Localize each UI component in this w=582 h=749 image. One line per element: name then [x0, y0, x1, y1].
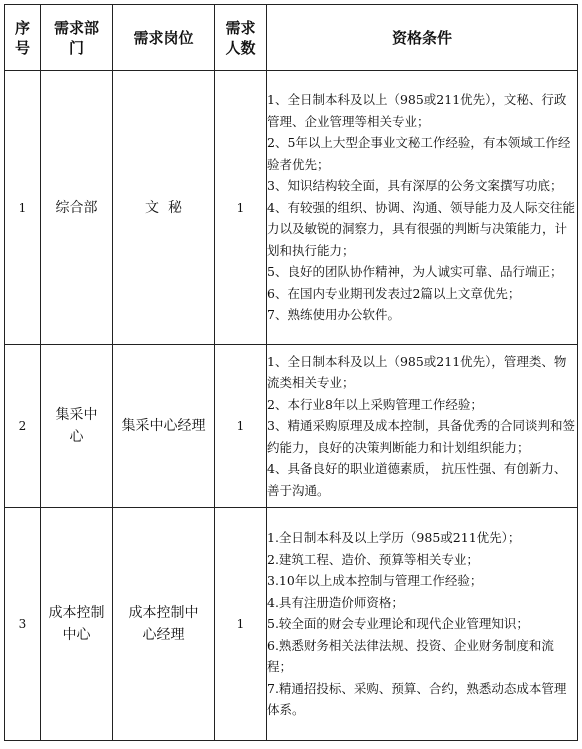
table-row: [5, 71, 578, 345]
requirement-item: 3.10年以上成本控制与管理工作经验；: [267, 573, 483, 589]
position-cell: 成本控制中心经理: [113, 508, 215, 741]
requirement-item: 1、全日制本科及以上（985或211优先），管理类、物流类相关专业；: [267, 353, 567, 391]
requirements-cell: [267, 71, 578, 345]
requirement-item: 5.较全面的财会专业理论和现代企业管理知识；: [267, 616, 529, 632]
row-number: 2: [5, 345, 41, 508]
header-position: 需求岗位: [113, 5, 215, 71]
row-number: 3: [5, 508, 41, 741]
dept-cell: 成本控制中心: [41, 508, 113, 741]
header-count: 需求人数: [215, 5, 267, 71]
dept-cell: 综合部: [41, 71, 113, 345]
requirement-item: 3、精通采购原理及成本控制，具备优秀的合同谈判和签约能力，良好的决策判断能力和计划组织能力；: [267, 418, 575, 455]
recruitment-table: [4, 4, 578, 741]
requirements-cell: [267, 508, 578, 741]
requirement-item: 1、全日制本科及以上（985或211优先），文秘、行政管理、企业管理等相关专业；: [267, 92, 567, 129]
requirement-item: 2、本行业8年以上采购管理工作经验；: [267, 396, 483, 412]
table-row: [5, 508, 578, 741]
requirement-item: 7、熟练使用办公软件。: [267, 307, 400, 323]
count-cell: 1: [215, 508, 267, 741]
position-cell: 文 秘: [113, 71, 215, 345]
requirement-item: 7.精通招投标、采购、预算、合约，熟悉动态成本管理体系。: [267, 680, 567, 718]
header-row: [5, 5, 578, 71]
dept-cell: 集采中心: [41, 345, 113, 508]
requirement-item: 4、有较强的组织、协调、沟通、领导能力及人际交往能力以及敏锐的洞察力，具有很强的判断与决策能力，计划和执行能力；: [267, 199, 575, 258]
header-dept: 需求部门: [41, 5, 113, 71]
requirement-item: 4、具备良好的职业道德素质， 抗压性强、有创新力、善于沟通。: [267, 461, 567, 498]
requirement-item: 1.全日制本科及以上学历（985或211优先）；: [267, 530, 521, 546]
position-cell: 集采中心经理: [113, 345, 215, 508]
requirement-item: 2、5年以上大型企事业文秘工作经验，有本领域工作经验者优先；: [267, 135, 571, 172]
header-no: 序号: [5, 5, 41, 71]
requirement-item: 4.具有注册造价师资格；: [267, 594, 404, 610]
requirement-item: 2.建筑工程、造价、预算等相关专业；: [267, 551, 479, 567]
header-requirements: 资格条件: [267, 5, 578, 71]
requirement-item: 6、在国内专业期刊发表过2篇以上文章优先；: [267, 285, 521, 301]
requirement-item: 6.熟悉财务相关法律法规、投资、企业财务制度和流程；: [267, 637, 554, 675]
row-number: 1: [5, 71, 41, 345]
table-row: [5, 345, 578, 508]
requirements-cell: [267, 345, 578, 508]
count-cell: 1: [215, 71, 267, 345]
requirement-item: 3、知识结构较全面，具有深厚的公务文案撰写功底；: [267, 178, 563, 194]
requirement-item: 5、良好的团队协作精神，为人诚实可靠、品行端正；: [267, 264, 563, 280]
count-cell: 1: [215, 345, 267, 508]
